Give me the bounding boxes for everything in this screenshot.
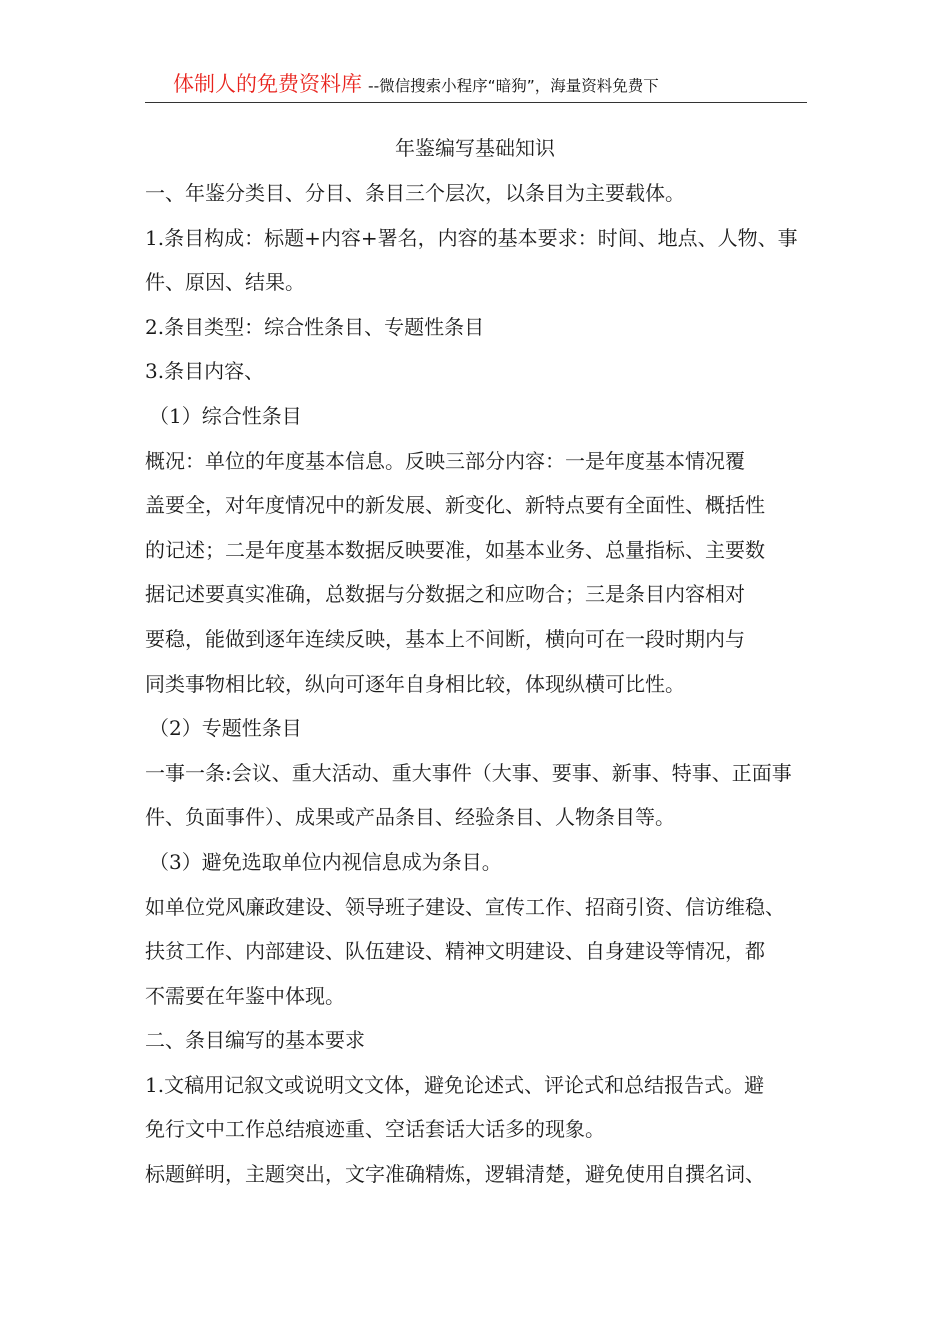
subsection-heading: （3）避免选取单位内视信息成为条目。 bbox=[149, 849, 502, 874]
header-brand: 体制人的免费资料库 bbox=[173, 72, 362, 96]
section-heading: 二、条目编写的基本要求 bbox=[145, 1028, 365, 1053]
paragraph-line: 1.条目构成：标题+内容+署名，内容的基本要求：时间、地点、人物、事 bbox=[145, 225, 798, 250]
paragraph-line: 2.条目类型：综合性条目、专题性条目 bbox=[145, 314, 485, 339]
paragraph-line: 扶贫工作、内部建设、队伍建设、精神文明建设、自身建设等情况，都 bbox=[145, 939, 765, 964]
paragraph-line: 件、原因、结果。 bbox=[145, 270, 305, 295]
paragraph-line: 件、负面事件）、成果或产品条目、经验条目、人物条目等。 bbox=[145, 805, 675, 830]
document-title: 年鉴编写基础知识 bbox=[395, 136, 555, 160]
paragraph-line: 要稳，能做到逐年连续反映，基本上不间断，横向可在一段时期内与 bbox=[145, 626, 745, 651]
paragraph-line: 免行文中工作总结痕迹重、空话套话大话多的现象。 bbox=[145, 1117, 605, 1142]
paragraph-line: 如单位党风廉政建设、领导班子建设、宣传工作、招商引资、信访维稳、 bbox=[145, 894, 785, 919]
header-subtitle: --微信搜索小程序“暗狗”，海量资料免费下 bbox=[368, 77, 659, 95]
paragraph-line: 概况：单位的年度基本信息。反映三部分内容：一是年度基本情况覆 bbox=[145, 448, 745, 473]
paragraph-line: 据记述要真实准确，总数据与分数据之和应吻合；三是条目内容相对 bbox=[145, 582, 745, 607]
paragraph-line: 3.条目内容、 bbox=[145, 359, 265, 384]
document-body bbox=[145, 175, 825, 1201]
subsection-heading: （2）专题性条目 bbox=[149, 716, 302, 741]
page-header bbox=[145, 70, 807, 103]
subsection-heading: （1）综合性条目 bbox=[149, 403, 302, 428]
paragraph-line: 一事一条:会议、重大活动、重大事件（大事、要事、新事、特事、正面事 bbox=[145, 760, 792, 785]
paragraph-line: 标题鲜明，主题突出，文字准确精炼，逻辑清楚，避免使用自撰名词、 bbox=[145, 1162, 765, 1187]
paragraph-line: 同类事物相比较，纵向可逐年自身相比较，体现纵横可比性。 bbox=[145, 671, 685, 696]
paragraph-line: 1.文稿用记叙文或说明文文体，避免论述式、评论式和总结报告式。避 bbox=[145, 1072, 765, 1097]
paragraph-line: 不需要在年鉴中体现。 bbox=[145, 983, 345, 1008]
paragraph-line: 的记述；二是年度基本数据反映要准，如基本业务、总量指标、主要数 bbox=[145, 537, 765, 562]
section-heading: 一、年鉴分类目、分目、条目三个层次，以条目为主要载体。 bbox=[145, 181, 685, 205]
paragraph-line: 盖要全，对年度情况中的新发展、新变化、新特点要有全面性、概括性 bbox=[145, 493, 765, 518]
